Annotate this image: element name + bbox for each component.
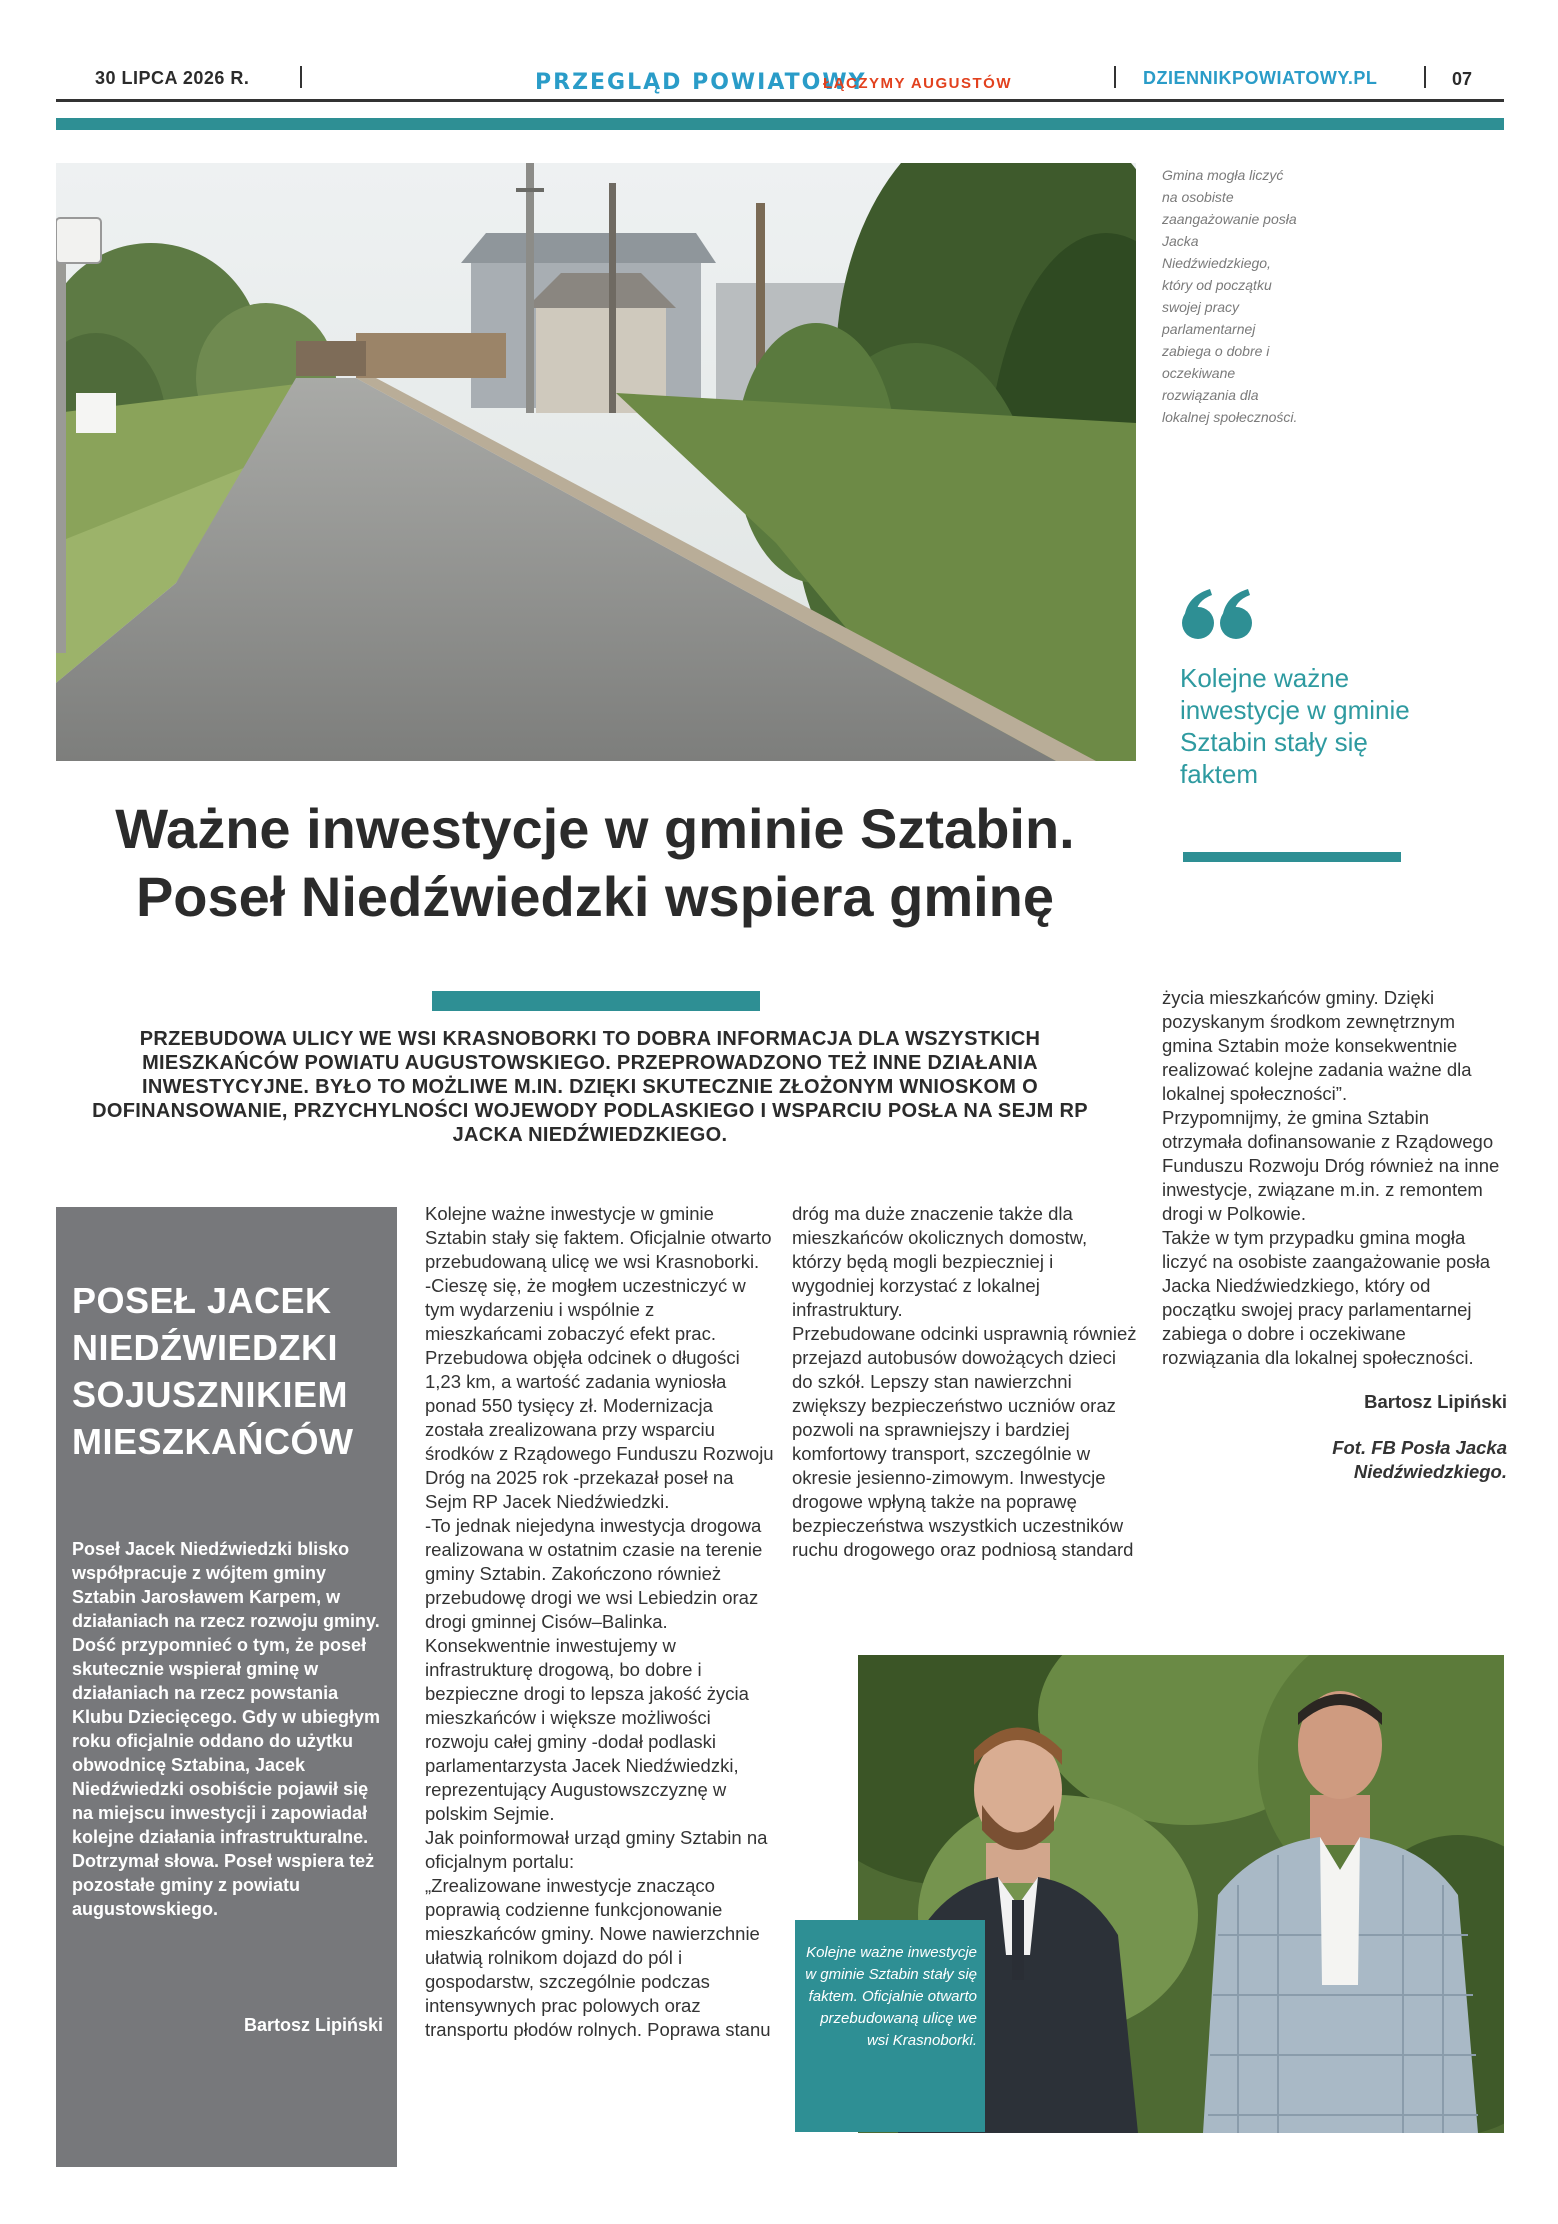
- bottom-photo-caption: Kolejne ważne inwestycje w gminie Sztabin stały się faktem. Oficjalnie otwarto przebudowaną ulicę we wsi Krasnoborki.: [805, 1944, 977, 2049]
- header-separator: [1424, 66, 1426, 88]
- publication-title: PRZEGLĄD POWIATOWY: [535, 70, 867, 95]
- photo-credit: Fot. FB Posła Jacka Niedźwiedzkiego.: [1332, 1437, 1507, 1482]
- lead-accent-bar: [432, 991, 760, 1011]
- header-separator: [1114, 66, 1116, 88]
- headline-line-2: Poseł Niedźwiedzki wspiera gminę: [135, 865, 1055, 928]
- article-lead: PRZEBUDOWA ULICY WE WSI KRASNOBORKI TO DOBRA INFORMACJA DLA WSZYSTKICH MIESZKAŃCÓW POWIATU AUGUSTOWSKIEGO. PRZEPROWADZONO TEŻ INNE DZIAŁANIA INWESTYCYJNE. BYŁO TO MOŻLIWE M.IN. DZIĘKI SKUTECZNIE ZŁOŻONYM WNIOSKOM O DOFINANSOWANIE, PRZYCHYLNOŚCI WOJEWODY PODLASKIEGO I WSPARCIU POSŁA NA SEJM RP JACKA NIEDŹWIEDZKIEGO.: [92, 1028, 1088, 1146]
- bottom-photo-caption-box: [795, 1920, 985, 2132]
- page-number: 07: [1452, 69, 1473, 89]
- body-text: życia mieszkańców gminy. Dzięki pozyskanym środkom zewnętrznym gmina Sztabin może konsekwentnie realizować kolejne zadania ważne dla lokalnej społeczności”. Przypomnijmy, że gmina Sztabin otrzymała dofinansowanie z Rządowego Funduszu Rozwoju Dróg również na inne inwestycje, związane m.in. z remontem drogi w Polkowie. Także w tym przypadku gmina mogła liczyć na osobiste zaangażowanie posła Jacka Niedźwiedzkiego, który od początku swojej pracy parlamentarnej zabiega o dobre i oczekiwane rozwiązania dla lokalnej społeczności.: [1162, 987, 1500, 1368]
- road-photo: [56, 163, 1136, 761]
- quote-mark-icon: [1180, 585, 1260, 645]
- quote-rule: [1183, 852, 1401, 862]
- article-headline: [60, 795, 1130, 931]
- body-column-2: [792, 1202, 1137, 1562]
- headline-line-1: Ważne inwestycje w gminie Sztabin.: [115, 797, 1075, 860]
- body-column-3: [1162, 986, 1507, 1484]
- website-link[interactable]: DZIENNIKPOWIATOWY.PL: [1143, 68, 1378, 88]
- header-rule: [56, 99, 1504, 102]
- sidebar-signature: Bartosz Lipiński: [243, 2015, 383, 2035]
- publication-tagline: ŁĄCZYMY AUGUSTÓW: [823, 75, 1012, 92]
- header-accent-band: [56, 118, 1504, 130]
- body-text: Kolejne ważne inwestycje w gminie Sztabin stały się faktem. Oficjalnie otwarto przebudowaną ulicę we wsi Krasnoborki. -Cieszę się, że mogłem uczestniczyć w tym wydarzeniu i wspólnie z mieszkańcami zobaczyć efekt prac. Przebudowa objęła odcinek o długości 1,23 km, a wartość zadania wyniosła ponad 550 tysięcy zł. Modernizacja została zrealizowana przy wsparciu środków z Rządowego Funduszu Rozwoju Dróg na 2025 rok -przekazał poseł na Sejm RP Jacek Niedźwiedzki. -To jednak niejedyna inwestycja drogowa realizowana w ostatnim czasie na terenie gminy Sztabin. Zakończono również przebudowę drogi we wsi Lebiedzin oraz drogi gminnej Cisów–Balinka. Konsekwentnie inwestujemy w infrastrukturę drogową, bo dobre i bezpieczne drogi to lepsza jakość życia mieszkańców i większe możliwości rozwoju całej gminy -dodał podlaski parlamentarzysta Jacek Niedźwiedzki, reprezentujący Augustowszczyznę w polskim Sejmie. Jak poinformował urząd gminy Sztabin na oficjalnym portalu: „Zrealizowane inwestycje znacząco poprawią codzienne funkcjonowanie mieszkańców gminy. Nowe nawierzchnie ułatwią rolnikom dojazd do pól i gospodarstw, szczególnie podczas intensywnych prac polowych oraz transportu płodów rolnych. Poprawa stanu: [425, 1203, 774, 2040]
- article-signature: Bartosz Lipiński: [1364, 1391, 1507, 1412]
- body-column-1: [425, 1202, 775, 2042]
- pull-quote: Kolejne ważne inwestycje w gminie Sztabin stały się faktem: [1180, 663, 1410, 789]
- header-separator: [300, 66, 302, 88]
- top-photo-caption: Gmina mogła liczyć na osobiste zaangażowanie posła Jacka Niedźwiedzkiego, który od początku swojej pracy parlamentarnej zabiega o dobre i oczekiwane rozwiązania dla lokalnej społeczności.: [1162, 167, 1298, 425]
- sidebar-box: [56, 1207, 397, 2167]
- body-text: dróg ma duże znaczenie także dla mieszkańców okolicznych domostw, którzy będą mogli bezpieczniej i wygodniej korzystać z lokalnej infrastruktury. Przebudowane odcinki usprawnią również przejazd autobusów dowożących dzieci do szkół. Lepszy stan nawierzchni zwiększy bezpieczeństwo uczniów oraz pozwoli na sprawniejszy i bardziej komfortowy transport, szczególnie w okresie jesienno-zimowym. Inwestycje drogowe wpłyną także na poprawę bezpieczeństwa wszystkich uczestników ruchu drogowego oraz podniosą standard: [792, 1203, 1137, 1560]
- issue-date: 30 LIPCA 2026 R.: [95, 68, 250, 88]
- sidebar-title: POSEŁ JACEK NIEDŹWIEDZKI SOJUSZNIKIEM MIESZKAŃCÓW: [72, 1280, 354, 1462]
- sidebar-text: Poseł Jacek Niedźwiedzki blisko współpracuje z wójtem gminy Sztabin Jarosławem Karpem, w działaniach na rzecz rozwoju gminy. Dość przypomnieć o tym, że poseł skutecznie wspierał gminę w działaniach na rzecz powstania Klubu Dziecięcego. Gdy w ubiegłym roku oficjalnie oddano do użytku obwodnicę Sztabina, Jacek Niedźwiedzki osobiście pojawił się na miejscu inwestycji i zapowiadał kolejne działania infrastrukturalne. Dotrzymał słowa. Poseł wspiera też pozostałe gminy z powiatu augustowskiego.: [72, 1539, 381, 1919]
